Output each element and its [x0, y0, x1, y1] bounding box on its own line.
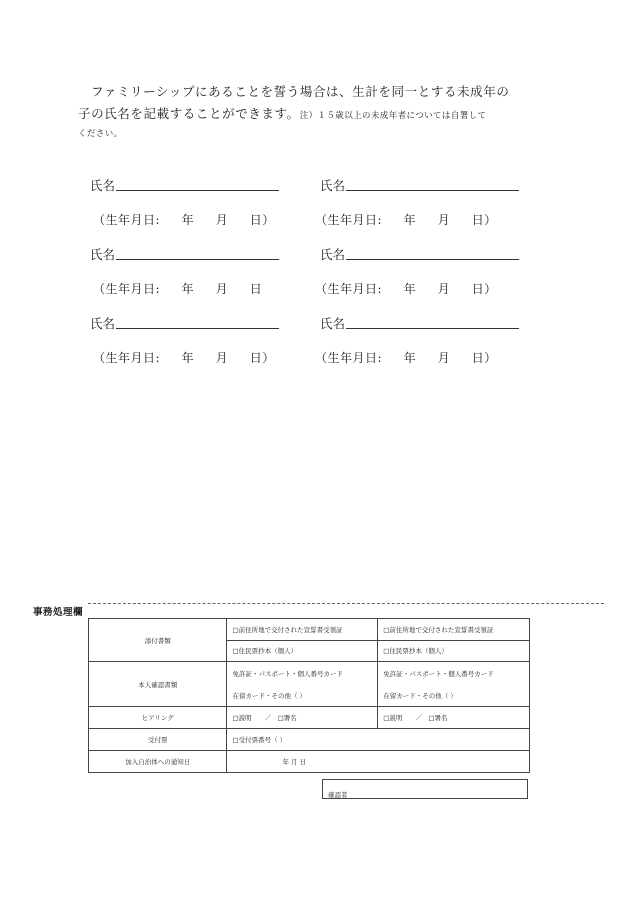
attached-docs-left-2[interactable]: □住民票抄本（個人）	[227, 640, 378, 662]
id-docs-right-2: 在留カード・その他（ ）	[378, 684, 530, 707]
receipt-label: 受付票	[89, 729, 227, 751]
child-1-name-field[interactable]	[116, 190, 279, 191]
child-4-name-label: 氏名	[320, 247, 346, 262]
intro-line-1: ファミリーシップにあることを誓う場合は、生計を同一とする未成年の	[91, 84, 510, 99]
notify-date-label: 加入自治体への通知日	[89, 751, 227, 773]
intro-line-2-text: 子の氏名を記載することができます。	[78, 106, 300, 121]
intro-note-continued: ください。	[78, 129, 123, 139]
attached-docs-left-1[interactable]: □前住所地で交付された宣誓書受領証	[227, 619, 378, 641]
id-docs-left-1: 免許証・パスポート・個人番号カード	[227, 662, 378, 685]
attached-docs-label: 添付書類	[89, 619, 227, 662]
id-docs-right-1: 免許証・パスポート・個人番号カード	[378, 662, 530, 685]
child-6-name-label: 氏名	[320, 316, 346, 331]
notify-date-field[interactable]: 年 月 日	[227, 751, 530, 773]
child-6-dob: （生年月日: 年 月 日）	[315, 351, 497, 365]
child-3-dob: （生年月日: 年 月 日	[93, 282, 263, 296]
child-5-name-field[interactable]	[116, 328, 279, 329]
child-4-dob: （生年月日: 年 月 日）	[315, 282, 497, 296]
child-4-name-field[interactable]	[346, 259, 519, 260]
child-3-name-label: 氏名	[90, 247, 116, 262]
hearing-right[interactable]: □説明 ／ □署名	[378, 707, 530, 729]
attached-docs-right-2[interactable]: □住民票抄本（個人）	[378, 640, 530, 662]
child-2-dob: （生年月日: 年 月 日）	[315, 213, 497, 227]
intro-paragraph	[78, 81, 538, 141]
child-2-name-label: 氏名	[320, 178, 346, 193]
child-3-name-field[interactable]	[116, 259, 279, 260]
intro-line-2	[78, 103, 538, 127]
id-docs-left-2: 在留カード・その他（ ）	[227, 684, 378, 707]
child-5-name-label: 氏名	[90, 316, 116, 331]
confirmer-box[interactable]	[322, 779, 528, 799]
office-table	[88, 618, 530, 773]
id-docs-label: 本人確認書類	[89, 662, 227, 707]
hearing-left[interactable]: □説明 ／ □署名	[227, 707, 378, 729]
receipt-number-field[interactable]: □受付票番号（ ）	[227, 729, 530, 751]
child-1-dob: （生年月日: 年 月 日）	[93, 213, 275, 227]
child-1-name-label: 氏名	[90, 178, 116, 193]
confirmer-label: 確認者	[328, 791, 348, 799]
hearing-label: ヒアリング	[89, 707, 227, 729]
office-section-divider	[88, 603, 604, 604]
office-section-title: 事務処理欄	[33, 607, 84, 618]
child-5-dob: （生年月日: 年 月 日）	[93, 351, 275, 365]
child-2-name-field[interactable]	[346, 190, 519, 191]
attached-docs-right-1[interactable]: □前住所地で交付された宣誓書受領証	[378, 619, 530, 641]
child-6-name-field[interactable]	[346, 328, 519, 329]
intro-note: 注）１５歳以上の未成年者については自署して	[299, 111, 487, 121]
